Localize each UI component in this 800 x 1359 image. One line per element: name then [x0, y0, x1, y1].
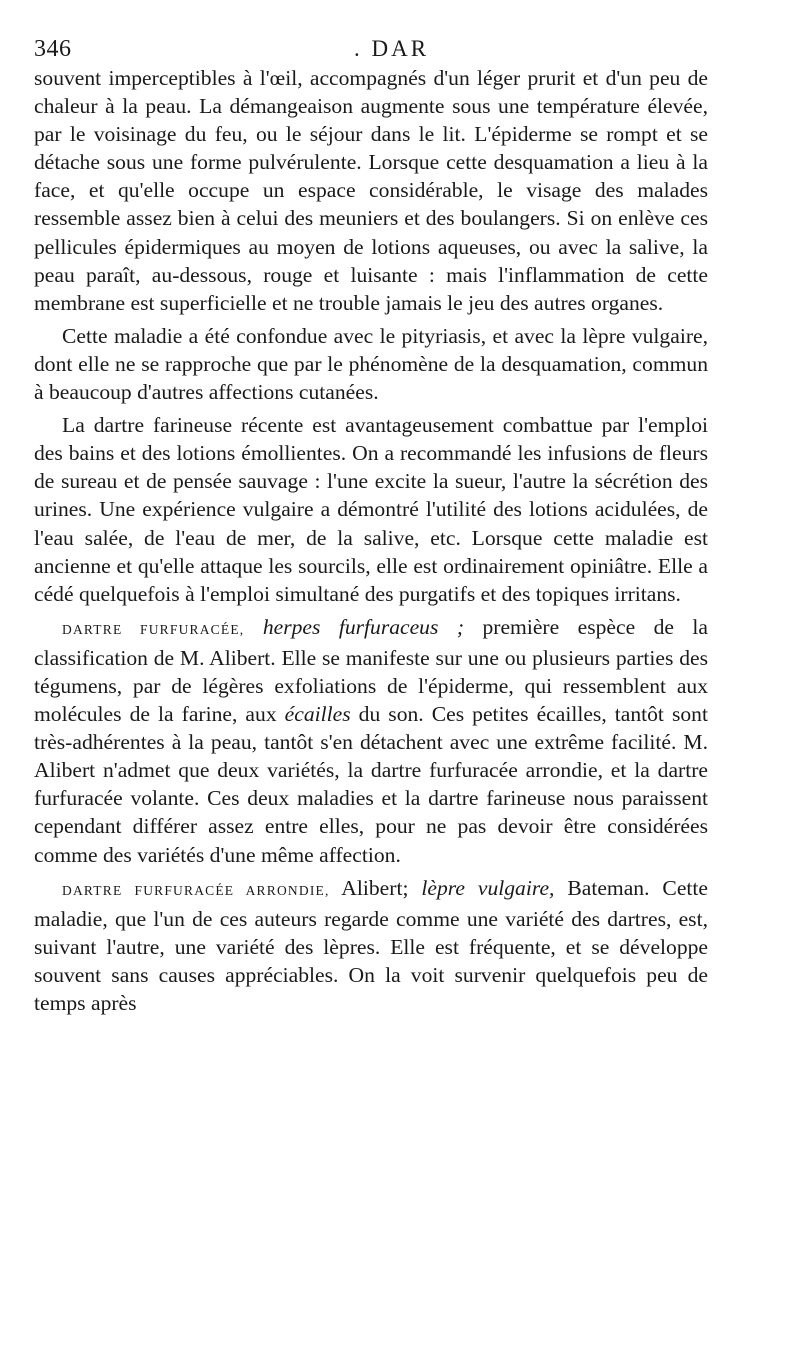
- entry-headword: DARTRE FURFURACÉE,: [62, 621, 245, 637]
- paragraph-confusion: Cette maladie a été confondue avec le pityriasis, et avec la lèpre vulgaire, dont elle ne se rapproche que par le phénomène de la desquamation, commun à beaucoup d'autres affections cutanées.: [34, 323, 708, 405]
- entry-text: première espèce de la classification de M. Alibert. Elle se manifeste sur une ou plusieurs parties des tégumens, par de légères exfoliations de l'épiderme, qui ressemblent aux molécules de la farine, aux: [34, 614, 709, 727]
- entry-author: Alibert;: [329, 875, 422, 900]
- paragraph-dartre-arrondie: [34, 874, 708, 1017]
- latin-term: herpes furfuraceus ;: [262, 614, 465, 639]
- page-number: 346: [34, 36, 72, 62]
- page-header: [34, 30, 708, 64]
- italic-term: écailles: [284, 702, 351, 727]
- entry-headword: DARTRE FURFURACÉE ARRONDIE,: [62, 882, 330, 898]
- running-head: . DAR: [354, 36, 430, 61]
- italic-term: lèpre vulgaire,: [421, 875, 555, 900]
- entry-text: Bateman. Cette maladie, que l'un de ces auteurs regarde comme une variété des dartres, est, suivant l'autre, une variété des lèpres. Elle est fréquente, et se développe souvent sans causes appréciables. On la voit survenir quelquefois peu de temps après: [34, 875, 709, 1015]
- entry-text-continued: du son. Ces petites écailles, tantôt sont très-adhérentes à la peau, tantôt s'en détachent avec une extrême facilité. M. Alibert n'admet que deux variétés, la dartre furfuracée arrondie, et la dartre furfuracée volante. Ces deux maladies et la dartre farineuse nous paraissent cependant différer assez entre elles, pour ne pas devoir être considérées comme des variétés d'une même affection.: [34, 702, 708, 867]
- paragraph-dartre-furfuracee: [34, 613, 708, 869]
- paragraph-treatment: La dartre farineuse récente est avantageusement combattue par l'emploi des bains et des lotions émollientes. On a recommandé les infusions de fleurs de sureau et de pensée sauvage : l'une excite la sueur, l'autre la sécrétion des urines. Une expérience vulgaire a démontré l'utilité des lotions acidulées, de l'eau salée, de l'eau de mer, de la salive, etc. Lorsque cette maladie est ancienne et qu'elle attaque les sourcils, elle est ordinairement opiniâtre. Elle a cédé quelquefois à l'emploi simultané des purgatifs et des topiques irritans.: [34, 413, 708, 606]
- paragraph-continued: souvent imperceptibles à l'œil, accompagnés d'un léger prurit et d'un peu de chaleur à la peau. La démangeaison augmente sous une température élevée, par le voisinage du feu, ou le séjour dans le lit. L'épiderme se rompt et se détache sous une forme pulvérulente. Lorsque cette desquamation a lieu à la face, et qu'elle occupe un espace considérable, le visage des malades ressemble assez bien à celui des meuniers et des boulangers. Si on enlève ces pellicules épidermiques au moyen de lotions aqueuses, ou avec la salive, la peau paraît, au-dessous, rouge et luisante : mais l'inflammation de cette membrane est superficielle et ne trouble jamais le jeu des autres organes.: [34, 66, 708, 315]
- page-body: [34, 64, 708, 1017]
